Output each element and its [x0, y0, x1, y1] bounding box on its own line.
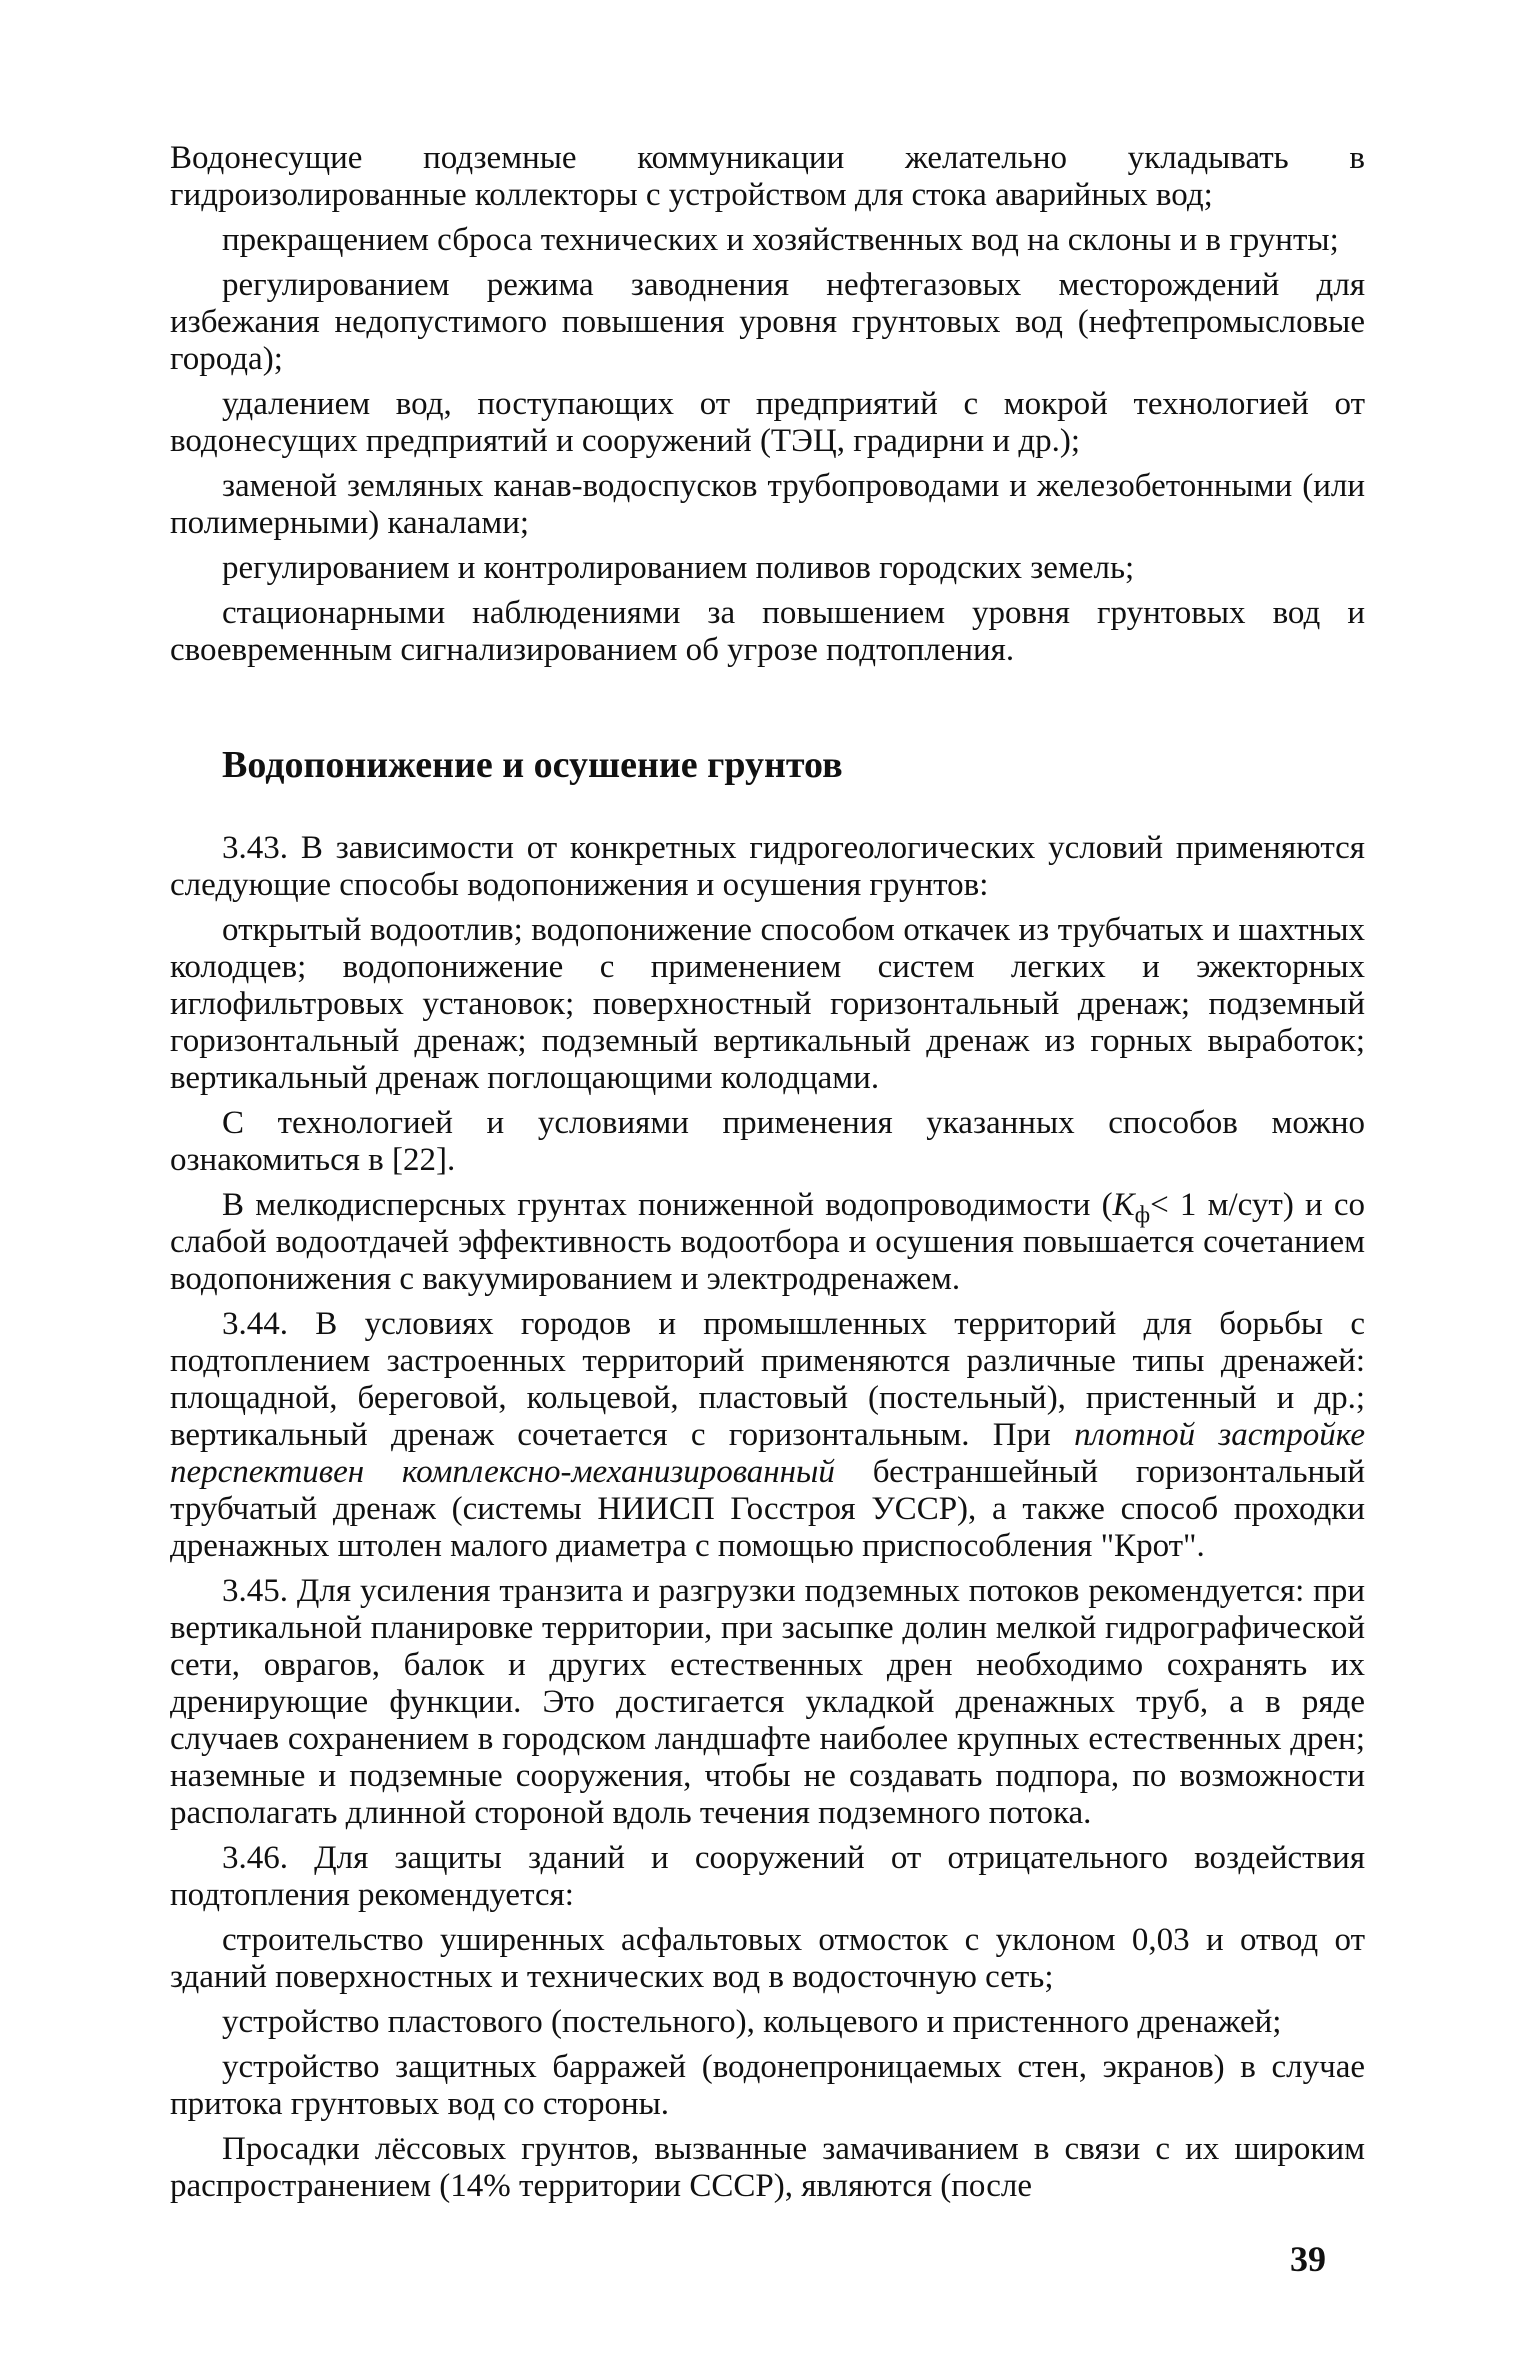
section-heading: Водопонижение и осушение грунтов [222, 744, 843, 786]
text-run: бестраншейный горизонтальный трубчатый дренаж (системы НИИСП Госстроя УССР), а также способ проходки дренажных штолен малого диаметра с помощью приспособления "Крот". [170, 1454, 1365, 1564]
paragraph: Водонесущие подземные коммуникации желательно укладывать в гидроизолированные коллекторы с устройством для стока аварийных вод; [170, 140, 1365, 213]
paragraph-3-43: 3.43. В зависимости от конкретных гидрогеологических условий применяются следующие способы водопонижения и осушения грунтов: [170, 830, 1365, 903]
paragraph: регулированием и контролированием поливов городских земель; [222, 550, 1135, 586]
paragraph-3-46: 3.46. Для защиты зданий и сооружений от отрицательного воздействия подтопления рекомендуется: [170, 1840, 1365, 1913]
text-run: 3.44. В условиях городов и промышленных территорий для борьбы с подтоплением застроенных территорий применяются различные типы дренажей: площадной, береговой, кольцевой, пластовый (постельный), пристенный и др.; вертикальный дренаж сочетается с горизонтальным. При [170, 1306, 1365, 1453]
paragraph: открытый водоотлив; водопонижение способом откачек из трубчатых и шахтных колодцев; водопонижение с применением систем легких и эжекторных иглофильтровых установок; поверхностный горизонтальный дренаж; подземный горизонтальный дренаж; подземный вертикальный дренаж из горных выработок; вертикальный дренаж поглощающими колодцами. [170, 912, 1365, 1096]
italic-run: плотной застройке перспективен комплексно-механизированный [170, 1417, 1365, 1490]
paragraph: строительство уширенных асфальтовых отмосток с уклоном 0,03 и отвод от зданий поверхностных и технических вод в водосточную сеть; [170, 1922, 1365, 1995]
paragraph: регулированием режима заводнения нефтегазовых месторождений для избежания недопустимого повышения уровня грунтовых вод (нефтепромысловые города); [170, 267, 1365, 377]
coefficient-symbol: К [1112, 1187, 1135, 1223]
coefficient-subscript: ф [1134, 1202, 1151, 1229]
paragraph: прекращением сброса технических и хозяйственных вод на склоны и в грунты; [222, 222, 1339, 258]
paragraph: С технологией и условиями применения указанных способов можно ознакомиться в [22]. [170, 1105, 1365, 1178]
paragraph: Просадки лёссовых грунтов, вызванные замачиванием в связи с их широким распространением (14% территории СССР), являются (после [170, 2131, 1365, 2204]
paragraph: удалением вод, поступающих от предприятий с мокрой технологией от водонесущих предприятий и сооружений (ТЭЦ, градирни и др.); [170, 386, 1365, 459]
paragraph: устройство пластового (постельного), кольцевого и пристенного дренажей; [222, 2004, 1282, 2040]
text-run: В мелкодисперсных грунтах пониженной водопроводимости ( [222, 1187, 1113, 1223]
paragraph: заменой земляных канав-водоспусков трубопроводами и железобетонными (или полимерными) каналами; [170, 468, 1365, 541]
paragraph-3-44 [170, 1306, 1365, 1565]
paragraph-3-45: 3.45. Для усиления транзита и разгрузки подземных потоков рекомендуется: при вертикальной планировке территории, при засыпке долин мелкой гидрографической сети, оврагов, балок и других естественных дрен необходимо сохранять их дренирующие функции. Это достигается укладкой дренажных труб, а в ряде случаев сохранением в городском ландшафте наиболее крупных естественных дрен; наземные и подземные сооружения, чтобы не создавать подпора, по возможности располагать длинной стороной вдоль течения подземного потока. [170, 1573, 1365, 1831]
text-run: < 1 м/сут) и со слабой водоотдачей эффективность водоотбора и осушения повышается сочетанием водопонижения с вакуумированием и электродренажем. [170, 1187, 1366, 1297]
paragraph: стационарными наблюдениями за повышением уровня грунтовых вод и своевременным сигнализированием об угрозе подтопления. [170, 595, 1365, 668]
page-body [170, 140, 1365, 2213]
paragraph: устройство защитных барражей (водонепроницаемых стен, экранов) в случае притока грунтовых вод со стороны. [170, 2049, 1365, 2122]
page-number: 39 [1290, 2239, 1326, 2279]
paragraph [170, 1187, 1365, 1298]
